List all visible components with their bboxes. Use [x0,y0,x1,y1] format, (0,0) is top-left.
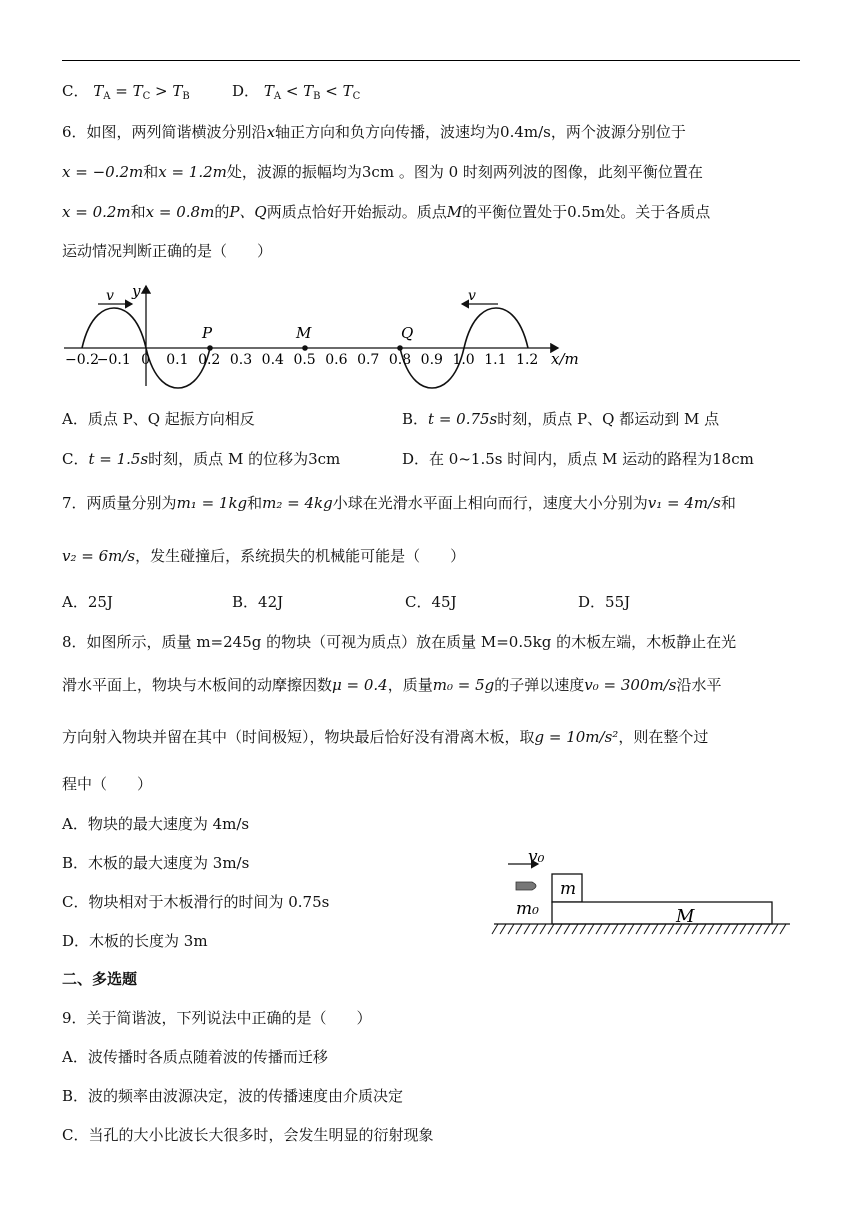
q6-line1: 6．如图，两列简谐横波分别沿x轴正方向和负方向传播，波速均为0.4m/s，两个波源分别位于 [62,123,686,141]
q8-line1: 8．如图所示，质量 m=245g 的物块（可视为质点）放在质量 M=0.5kg 的木板左端，木板静止在光 [62,633,737,651]
hatch-mark [508,924,514,934]
option-label: D． [232,82,260,100]
q8-line3: 方向射入物块并留在其中（时间极短），物块最后恰好没有滑离木板，取g = 10m/s²，则在整个过 [62,728,709,746]
y-axis-label: y [132,282,141,300]
hatch-mark [668,924,674,934]
x-tick-label: 0.2 [198,352,221,368]
option-expression: $T_A < T_B < T_C$ [263,82,361,102]
hatch-mark [500,924,506,934]
hatch-mark [772,924,778,934]
v0-label: v₀ [528,847,545,867]
q7-line1: 7．两质量分别为m₁ = 1kg和m₂ = 4kg小球在光滑水平面上相向而行，速度大小分别为v₁ = 4m/s和 [62,494,736,512]
option-label: C． [62,82,89,100]
q7-option-b[interactable]: B．42J [232,593,284,611]
section-title: 二、多选题 [62,970,138,988]
option-expression: $T_A = T_C > T_B$ [93,82,190,102]
q8-option-b[interactable]: B．木板的最大速度为 3m/s [62,854,250,872]
q7-option-a[interactable]: A．25J [62,593,113,611]
hatch-mark [556,924,562,934]
hatch-mark [572,924,578,934]
q9-stem: 9．关于简谐波，下列说法中正确的是（ ） [62,1009,372,1027]
x-tick-label: 1.2 [516,352,539,368]
hatch-mark [732,924,738,934]
hatch-mark [652,924,658,934]
q7-option-c[interactable]: C．45J [405,593,457,611]
hatch-mark [524,924,530,934]
x-tick-label: −0.2 [65,352,99,368]
hatch-mark [540,924,546,934]
hatch-mark [564,924,570,934]
hatch-mark [604,924,610,934]
hatch-mark [516,924,522,934]
x-tick-label: 0.4 [261,352,284,368]
x-tick-label: −0.1 [96,352,131,368]
hatch-mark [764,924,770,934]
bullet-icon [516,882,536,890]
q7-option-d[interactable]: D．55J [578,593,631,611]
x-tick-label: 1.1 [484,352,507,368]
hatch-mark [548,924,554,934]
board-M [552,902,772,924]
q8-line2: 滑水平面上，物块与木板间的动摩擦因数μ = 0.4，质量m₀ = 5g的子弹以速度v₀ = 300m/s沿水平 [62,676,722,694]
point-q-dot [397,345,403,351]
point-m-dot [302,345,308,351]
ground-hatch [492,924,786,934]
q9-option-b[interactable]: B．波的频率由波源决定，波的传播速度由介质决定 [62,1087,404,1105]
hatch-mark [628,924,634,934]
q7-line2: v₂ = 6m/s，发生碰撞后，系统损失的机械能可能是（ ） [62,547,466,565]
point-p-label: P [202,324,213,342]
x-tick-label: 0.9 [420,352,443,368]
M-label: M [676,906,695,927]
hatch-mark [700,924,706,934]
v-label-left: v [106,288,114,304]
x-tick-label: 0.1 [166,352,189,368]
q6-line3: x = 0.2m和x = 0.8m的P、Q两质点恰好开始振动。质点M的平衡位置处于0.5m处。关于各质点 [62,203,711,221]
point-q-label: Q [401,324,414,342]
v-label-right: v [468,288,476,304]
hatch-mark [780,924,786,934]
q6-line2: x = −0.2m和x = 1.2m处，波源的振幅均为3cm 。图为 0 时刻两列波的图像，此刻平衡位置在 [62,163,703,181]
point-p-dot [207,345,213,351]
x-axis-label: x/m [551,350,579,368]
prev-option-c[interactable] [62,80,190,108]
prev-option-d[interactable] [232,80,360,108]
q6-line4: 运动情况判断正确的是（ ） [62,242,273,260]
hatch-mark [660,924,666,934]
q8-line4: 程中（ ） [62,775,153,793]
m0-label: m₀ [516,899,539,919]
hatch-mark [708,924,714,934]
x-tick-label: 0.5 [293,352,316,368]
x-tick-label: 0 [141,352,151,368]
x-tick-labels [65,352,538,368]
wave-figure [60,278,600,390]
q9-option-c[interactable]: C．当孔的大小比波长大很多时，会发生明显的衍射现象 [62,1126,434,1144]
hatch-mark [532,924,538,934]
x-tick-label: 0.7 [357,352,380,368]
q8-option-d[interactable]: D．木板的长度为 3m [62,932,208,950]
m-label: m [560,879,577,899]
hatch-mark [620,924,626,934]
block-figure [490,842,800,942]
x-tick-label: 1.0 [452,352,475,368]
hatch-mark [748,924,754,934]
x-tick-label: 0.3 [229,352,253,368]
hatch-mark [492,924,498,934]
hatch-mark [724,924,730,934]
hatch-mark [588,924,594,934]
hatch-mark [596,924,602,934]
hatch-mark [740,924,746,934]
hatch-mark [580,924,586,934]
hatch-mark [636,924,642,934]
q6-option-b[interactable]: B．t = 0.75s时刻，质点 P、Q 都运动到 M 点 [402,410,720,428]
hatch-mark [644,924,650,934]
q8-option-c[interactable]: C．物块相对于木板滑行的时间为 0.75s [62,893,330,911]
q8-option-a[interactable]: A．物块的最大速度为 4m/s [62,815,250,833]
q9-option-a[interactable]: A．波传播时各质点随着波的传播而迁移 [62,1048,328,1066]
q6-option-d[interactable]: D．在 0~1.5s 时间内，质点 M 运动的路程为18cm [402,450,754,468]
hatch-mark [756,924,762,934]
x-tick-label: 0.8 [388,352,412,368]
hatch-mark [716,924,722,934]
x-tick-label: 0.6 [325,352,348,368]
q6-option-c[interactable]: C．t = 1.5s时刻，质点 M 的位移为3cm [62,450,341,468]
q6-option-a[interactable]: A．质点 P、Q 起振方向相反 [62,410,255,428]
hatch-mark [612,924,618,934]
point-m-label: M [296,324,312,342]
header-rule [62,60,800,61]
